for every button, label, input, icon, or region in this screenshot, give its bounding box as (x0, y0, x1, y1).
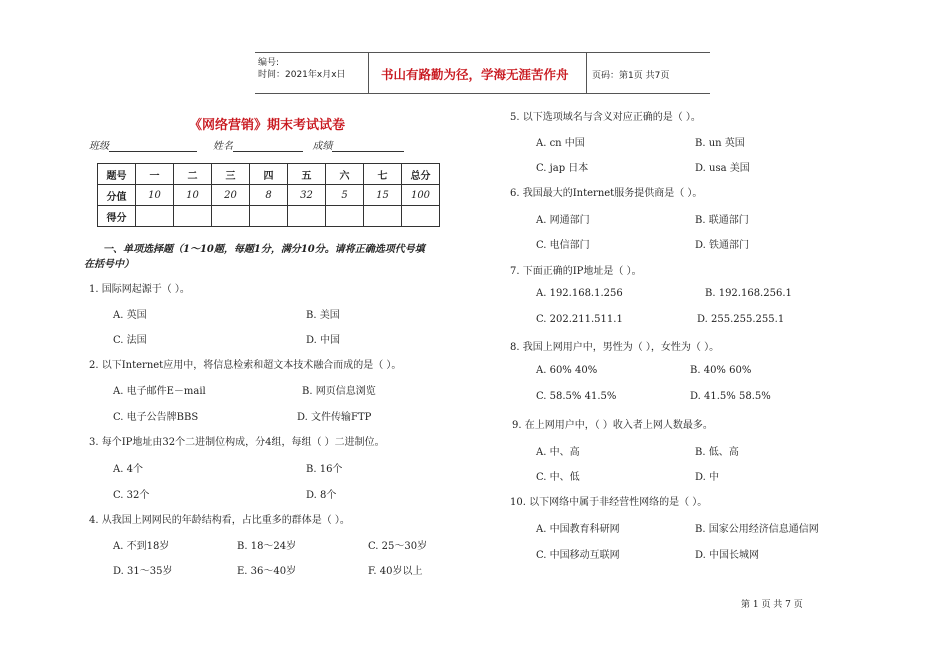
option-8a: A. 60% 40% (536, 365, 598, 376)
section-heading-line2: 在括号中） (84, 259, 134, 270)
score-cell: 32 (288, 185, 326, 206)
option-3b: B. 16个 (306, 464, 343, 475)
option-4d: D. 31～35岁 (113, 566, 173, 577)
score-table-score-row (98, 206, 440, 227)
option-4b: B. 18～24岁 (237, 541, 297, 552)
question-10: 10. 以下网络中属于非经营性网络的是（ ）。 (510, 497, 708, 508)
header-code-label: 编号: (258, 58, 280, 68)
option-6a: A. 网通部门 (536, 215, 590, 226)
exam-title: 《网络营销》期末考试试卷 (189, 118, 346, 133)
score-cell: 20 (212, 185, 250, 206)
option-1a: A. 英国 (113, 310, 147, 321)
option-2b: B. 网页信息浏览 (302, 386, 376, 397)
question-9: 9. 在上网用户中，（ ）收入者上网人数最多。 (512, 420, 713, 431)
option-10d: D. 中国长城网 (695, 550, 760, 561)
name-field[interactable] (233, 140, 303, 152)
score-cell: 5 (326, 185, 364, 206)
option-7d: D. 255.255.255.1 (697, 314, 785, 325)
option-8b: B. 40% 60% (690, 365, 752, 376)
option-9a: A. 中、高 (536, 447, 580, 458)
option-4c: C. 25～30岁 (368, 541, 428, 552)
question-6: 6. 我国最大的Internet服务提供商是（ ）。 (510, 188, 703, 199)
option-5b: B. un 英国 (695, 138, 745, 149)
score-cell: 五 (288, 164, 326, 185)
score-table-value-row (98, 185, 440, 206)
score-table (97, 163, 440, 227)
score-input-cell[interactable] (212, 206, 250, 227)
option-5d: D. usa 美国 (695, 163, 750, 174)
class-label: 班级 (89, 141, 109, 152)
option-1b: B. 美国 (306, 310, 340, 321)
score-input-cell[interactable] (364, 206, 402, 227)
score-input-cell[interactable] (402, 206, 440, 227)
name-label: 姓名 (212, 141, 233, 152)
option-4a: A. 不到18岁 (113, 541, 170, 552)
student-fields (89, 137, 404, 152)
score-cell: 8 (250, 185, 288, 206)
score-cell: 分值 (98, 185, 136, 206)
option-1c: C. 法国 (113, 335, 147, 346)
score-cell: 100 (402, 185, 440, 206)
score-field[interactable] (332, 140, 404, 152)
option-9b: B. 低、高 (695, 447, 739, 458)
score-cell: 10 (136, 185, 174, 206)
header-motto: 书山有路勤为径，学海无涯苦作舟 (381, 67, 569, 82)
score-cell: 15 (364, 185, 402, 206)
header-time: 时间：2021年x月x日 (258, 70, 346, 80)
option-4f: F. 40岁以上 (368, 566, 423, 577)
option-8c: C. 58.5% 41.5% (536, 391, 617, 402)
option-3a: A. 4个 (113, 464, 143, 475)
score-input-cell[interactable] (174, 206, 212, 227)
option-4e: E. 36～40岁 (237, 566, 297, 577)
score-cell: 七 (364, 164, 402, 185)
score-cell: 题号 (98, 164, 136, 185)
option-10b: B. 国家公用经济信息通信网 (695, 524, 819, 535)
header-page-info: 页码：第1页 共7页 (592, 71, 670, 81)
question-8: 8. 我国上网用户中，男性为（ ），女性为（ ）。 (510, 342, 720, 353)
option-5c: C. jap 日本 (536, 163, 589, 174)
score-table-header-row (98, 164, 440, 185)
question-7: 7. 下面正确的IP地址是（ ）。 (510, 266, 642, 277)
score-cell: 一 (136, 164, 174, 185)
option-7c: C. 202.211.511.1 (536, 314, 623, 325)
header-divider-right (586, 52, 587, 93)
score-label: 成绩 (312, 141, 333, 152)
score-input-cell[interactable] (250, 206, 288, 227)
score-input-cell[interactable] (288, 206, 326, 227)
score-cell: 得分 (98, 206, 136, 227)
question-4: 4. 从我国上网网民的年龄结构看，占比重多的群体是（ ）。 (89, 515, 350, 526)
option-7a: A. 192.168.1.256 (536, 288, 623, 299)
score-cell: 二 (174, 164, 212, 185)
option-10a: A. 中国教育科研网 (536, 524, 620, 535)
question-2: 2. 以下Internet应用中，将信息检索和超文本技术融合而成的是（ ）。 (89, 360, 402, 371)
option-1d: D. 中国 (306, 335, 341, 346)
score-cell: 总分 (402, 164, 440, 185)
option-9c: C. 中、低 (536, 472, 580, 483)
header-bottom-rule (255, 93, 710, 94)
option-3d: D. 8个 (306, 490, 337, 501)
score-cell: 三 (212, 164, 250, 185)
question-3: 3. 每个IP地址由32个二进制位构成，分4组，每组（ ）二进制位。 (89, 437, 385, 448)
option-10c: C. 中国移动互联网 (536, 550, 620, 561)
score-cell: 四 (250, 164, 288, 185)
option-6d: D. 铁通部门 (695, 240, 750, 251)
option-9d: D. 中 (695, 472, 720, 483)
question-5: 5. 以下选项域名与含义对应正确的是（ ）。 (510, 112, 701, 123)
option-7b: B. 192.168.256.1 (705, 288, 792, 299)
page-footer: 第 1 页 共 7 页 (741, 600, 803, 610)
score-input-cell[interactable] (326, 206, 364, 227)
option-2d: D. 文件传输FTP (297, 412, 372, 423)
option-3c: C. 32个 (113, 490, 150, 501)
option-6c: C. 电信部门 (536, 240, 590, 251)
section-heading-line1: 一、单项选择题（1～10题，每题1分，满分10分。请将正确选项代号填 (103, 244, 425, 255)
score-input-cell[interactable] (136, 206, 174, 227)
header-divider-left (368, 52, 369, 93)
option-2a: A. 电子邮件E－mail (113, 386, 206, 397)
header-top-rule (255, 52, 710, 53)
score-cell: 六 (326, 164, 364, 185)
class-field[interactable] (109, 140, 197, 152)
score-cell: 10 (174, 185, 212, 206)
option-8d: D. 41.5% 58.5% (690, 391, 771, 402)
option-2c: C. 电子公告牌BBS (113, 412, 199, 423)
question-1: 1. 国际网起源于（ ）。 (89, 284, 190, 295)
option-6b: B. 联通部门 (695, 215, 749, 226)
option-5a: A. cn 中国 (536, 138, 585, 149)
